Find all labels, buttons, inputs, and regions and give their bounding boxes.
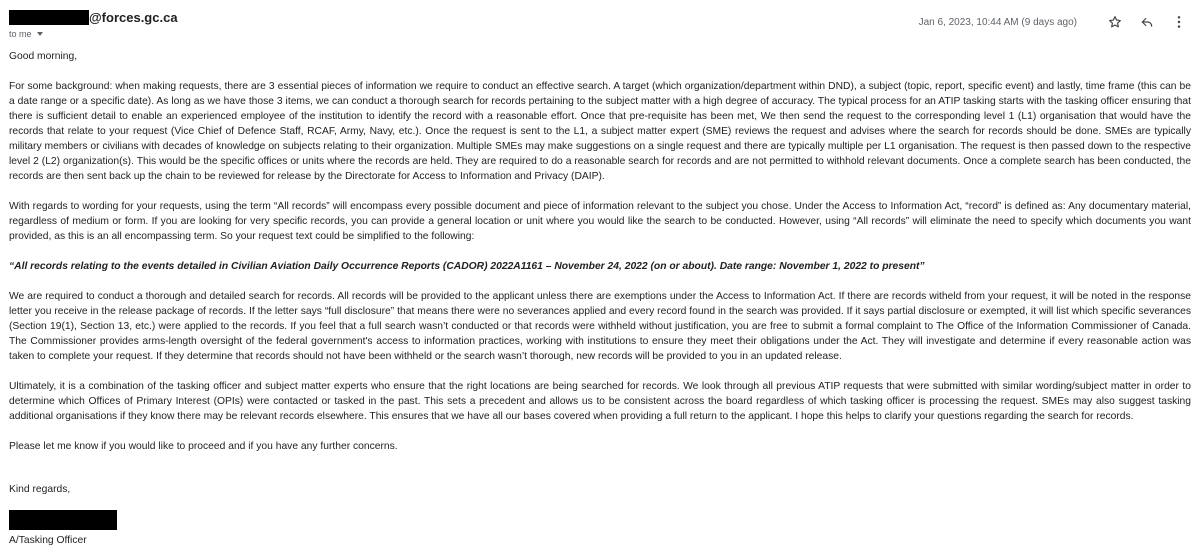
to-label: to me	[9, 29, 32, 39]
paragraph-proceed: Please let me know if you would like to proceed and if you have any further concerns.	[9, 441, 398, 452]
redacted-signature-name	[9, 510, 117, 530]
greeting: Good morning,	[9, 51, 78, 62]
email-body	[9, 49, 1191, 469]
paragraph-tasking: Ultimately, it is a combination of the tasking officer and subject matter experts who ensure that the right locations are being searched for records. We look through all previous ATIP requests that were submitted with similar wording/subject matter in order to determine which Offices of Primary Interest (OPIs) were contacted or tasked in the past. This sets a precedent and allows us to be consistent across the board regardless of which tasking officer is processing the request. SMEs may also suggest tasking additional organisations if they know there may be relevant records elsewhere. This ensures that we have all our bases covered when providing a full return to the applicant. I hope this helps to clarify your questions regarding the search for records.	[9, 381, 1191, 422]
message-meta	[919, 12, 1191, 32]
email-header	[9, 8, 1191, 42]
redacted-sender-name	[9, 10, 89, 25]
paragraph-search-process: We are required to conduct a thorough and detailed search for records. All records will be provided to the applicant unless there are exemptions under the Access to Information Act. If there are records witheld from your request, it will be noted in the response letter you receive in the release package of records. If the letter says “full disclosure” that means there were no severances applied and every record found in the search was provided. If it says partial disclosure or exempted, it will list which specific severances (Section 19(1), Section 13, etc.) were applied to the records. If you feel that a full search wasn’t conducted or that records were withheld without justification, you are free to submit a formal complaint to The Office of the Information Commissioner of Canada. The Commissioner provides arms-length oversight of the federal government's access to information practices, working with institutions to ensure they meet their obligations under the Act. They will investigate and determine if every reasonable action was taken to complete your request. If they determine that records should not have been withheld or the search wasn’t thorough, new records will be provided to you in an updated release.	[9, 291, 1191, 362]
message-date: Jan 6, 2023, 10:44 AM (9 days ago)	[918, 16, 1077, 28]
more-options-button[interactable]	[1167, 12, 1191, 32]
signature-title: A/Tasking Officer	[9, 535, 87, 546]
closing: Kind regards,	[9, 484, 71, 495]
paragraph-background: For some background: when making requests, there are 3 essential pieces of information we require to conduct an effective search. A target (which organization/department within DND), a subject (topic, report, specific event) and lastly, time frame (this can be a date range or a specific date). As long as we have those 3 items, we can conduct a thorough search for records pertaining to the subject matter with a high degree of accuracy. The typical process for an ATIP tasking starts with the tasking officer ensuring that there is sufficient detail to enable an experienced employee of the institution to identify the record with a reasonable effort. Once that pre-requisite has been met, We then send the request to the corresponding level 1 (L1) organisation that would have the records that relate to your request (Vice Chief of Defence Staff, RCAF, Army, Navy, etc.). Once the request is sent to the L1, a subject matter expert (SME) reviews the request and advises where the search for records should be done. SMEs are typically military members or civilians with decades of knowledge on subjects relating to their organization. Multiple SMEs may make suggestions on a single request and there are typically multiple per L1 organisation. The request is then passed down to the respective level 2 (L2) organization(s). This would be the specific offices or units where the records are held. They are required to do a reasonable search for records and are not permitted to withhold relevant documents. Once a complete search has been conducted, the records are then sent back up the chain to be reviewed for release by the Directorate for Access to Information and Privacy (DAIP).	[9, 81, 1191, 182]
chevron-down-icon[interactable]	[37, 32, 43, 36]
sender[interactable]	[9, 10, 178, 25]
more-vert-icon	[1176, 15, 1182, 29]
paragraph-wording: With regards to wording for your requests, using the term “All records” will encompass every possible document and piece of information relevant to the subject you chose. Under the Access to Information Act, “record” is defined as: Any documentary material, regardless of medium or form. If you are looking for very specific records, you can provide a general location or unit where you would like the search to be conducted. However, using “All records” will eliminate the need to specify which documents you want provided, as this is an all encompassing term. So your request text could be simplified to the following:	[9, 201, 1191, 242]
reply-icon	[1140, 15, 1154, 29]
reply-button[interactable]	[1135, 12, 1159, 32]
recipient-details-toggle[interactable]	[9, 29, 43, 39]
suggested-request-text: “All records relating to the events detailed in Civilian Aviation Daily Occurrence Reports (CADOR) 2022A1161 – November 24, 2022 (on or about). Date range: November 1, 2022 to present”	[9, 261, 925, 272]
star-button[interactable]	[1103, 12, 1127, 32]
sender-email[interactable]: @forces.gc.ca	[89, 10, 178, 25]
star-icon	[1108, 15, 1122, 29]
